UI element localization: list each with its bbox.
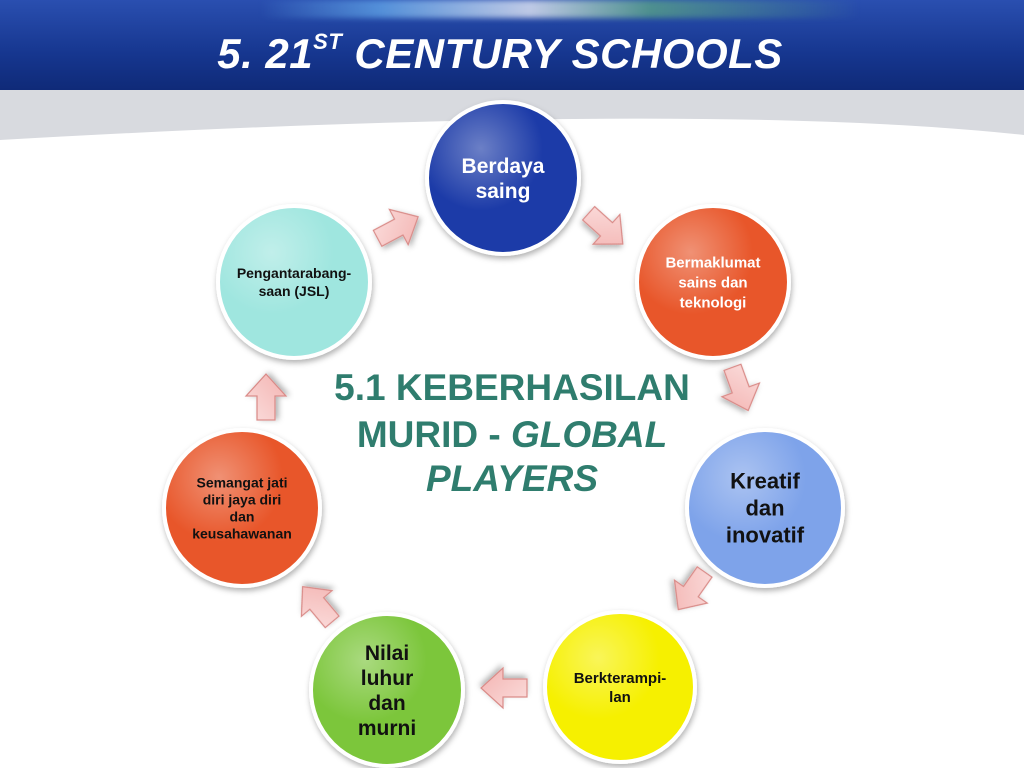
- cycle-node-shine: [313, 616, 461, 764]
- cycle-node-label: Berdaya: [461, 154, 545, 178]
- cycle-arrow-6: [246, 374, 286, 420]
- cycle-node-5: [311, 614, 463, 766]
- cycle-arrow-1: [575, 198, 636, 259]
- cycle-node-label: Bermaklumat: [665, 254, 761, 272]
- cycle-node-label: teknologi: [679, 294, 747, 312]
- cycle-node-label: luhur: [360, 666, 414, 690]
- cycle-node-label: lan: [609, 688, 631, 706]
- cycle-node-4: [545, 612, 695, 762]
- cycle-node-label: murni: [357, 716, 417, 740]
- cycle-node-label: dan: [368, 691, 406, 715]
- center-title-line-2: MURID - GLOBAL: [356, 414, 668, 455]
- cycle-arrow-7: [368, 199, 427, 256]
- footer-url: www.themegallery.com: [873, 747, 1006, 762]
- cycle-arrow-3: [662, 561, 721, 622]
- cycle-node-label: Kreatif: [730, 468, 800, 494]
- cycle-node-label: Semangat jati: [196, 474, 288, 491]
- cycle-node-label: dan: [229, 508, 255, 525]
- cycle-node-label: keusahawanan: [192, 525, 292, 542]
- cycle-node-shine: [429, 104, 577, 252]
- cycle-arrow-2: [714, 360, 767, 417]
- cycle-node-label: diri jaya diri: [202, 491, 282, 508]
- cycle-node-1: [427, 102, 579, 254]
- cycle-node-6: [164, 430, 320, 586]
- center-title-line-1: 5.1 KEBERHASILAN: [334, 367, 690, 408]
- cycle-node-shine: [547, 614, 693, 760]
- cycle-node-label: inovatif: [725, 522, 805, 548]
- cycle-node-label: Pengantarabang-: [236, 264, 352, 281]
- cycle-node-3: [687, 430, 843, 586]
- cycle-node-2: [637, 206, 789, 358]
- center-title: [334, 367, 690, 499]
- cycle-node-label: sains dan: [678, 274, 748, 292]
- cycle-node-label: dan: [745, 495, 785, 521]
- center-title-line-3: PLAYERS: [425, 458, 599, 499]
- cycle-node-label: saing: [475, 179, 531, 203]
- cycle-arrow-5: [287, 574, 347, 635]
- page-title: 5. 21ST CENTURY SCHOOLS: [217, 29, 783, 77]
- cycle-node-label: saan (JSL): [258, 282, 330, 299]
- cycle-arrow-4: [481, 668, 527, 708]
- cycle-node-7: [218, 206, 370, 358]
- cycle-node-label: Berkterampi-: [573, 669, 667, 687]
- cycle-node-label: Nilai: [364, 641, 410, 665]
